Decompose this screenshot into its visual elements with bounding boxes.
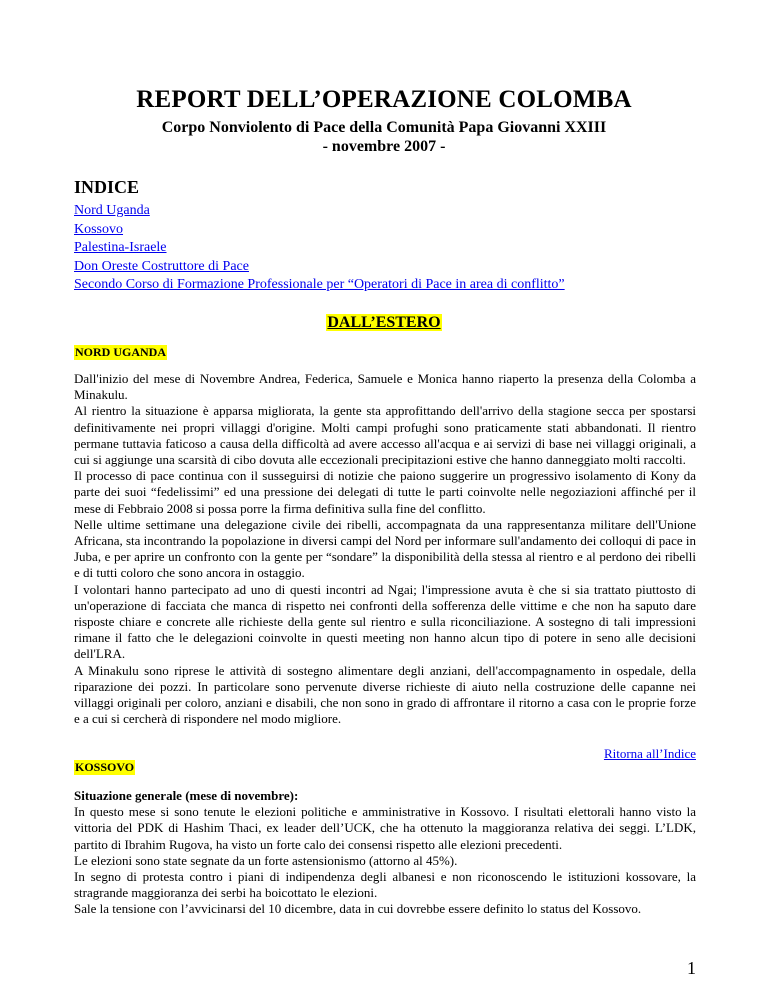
index-item — [74, 221, 565, 240]
section-banner — [0, 314, 768, 332]
document-title: REPORT DELL’OPERAZIONE COLOMBA — [136, 86, 632, 113]
index-item — [74, 202, 565, 221]
section-label-kossovo: KOSSOVO — [75, 760, 135, 774]
index-item — [74, 258, 565, 277]
kossovo-paragraph: In questo mese si sono tenute le elezioni politiche e amministrative in Kossovo. I risultati elettorali hanno visto la vittoria del PDK di Hashim Thaci, ex leader dell’UCK, che ha ottenuto la maggioranza relativa dei seggi. L’LDK, partito di Ibrahim Rugova, ha visto un forte calo dei consensi rispetto alle elezioni precedenti. — [74, 804, 696, 852]
kossovo-body — [74, 788, 696, 918]
uganda-paragraph: I volontari hanno partecipato ad uno di questi incontri ad Ngai; l'impressione avuta è che si sia trattato piuttosto di un'operazione di facciata che manca di rispetto nei confronti della sofferenza delle vittime e che non ha saputo dare risposte chiare e concrete alle richieste della gente sul rientro e sulla riconciliazione. A sostegno di tali impressioni rimane il fatto che le delegazioni coinvolte in questi meeting non hanno alcun tipo di potere in seno alle decisioni dell'LRA. — [74, 581, 696, 662]
index-item — [74, 276, 565, 295]
index-list — [74, 202, 565, 295]
index-heading: INDICE — [74, 177, 140, 197]
page-number: 1 — [687, 958, 696, 978]
index-link-corso-formazione[interactable]: Secondo Corso di Formazione Professionale per “Operatori di Pace in area di conflitto” — [74, 277, 565, 292]
index-link-palestina-israele[interactable]: Palestina-Israele — [74, 240, 167, 255]
kossovo-subheading: Situazione generale (mese di novembre): — [74, 788, 299, 803]
subtitle-date: - novembre 2007 - — [322, 138, 446, 155]
index-item — [74, 239, 565, 258]
section-label-nord-uganda: NORD UGANDA — [75, 345, 166, 359]
kossovo-paragraph: Sale la tensione con l’avvicinarsi del 10 dicembre, data in cui dovrebbe essere definito lo status del Kossovo. — [74, 901, 642, 917]
document-subtitle — [0, 118, 768, 156]
kossovo-paragraph: Le elezioni sono state segnate da un forte astensionismo (attorno al 45%). — [74, 852, 458, 868]
uganda-paragraph: Al rientro la situazione è apparsa migliorata, la gente sta approfittando dell'arrivo della stagione secca per spostarsi definitivamente nei propri villaggi d'origine. Molti campi profughi sono praticamente stati abbandonati. Il rientro permane tuttavia faticoso a causa della difficoltà ad avere accesso all'acqua e ai servizi di base nei villaggi originali, a cui si aggiunge una scarsità di cibo dovuta alle eccezionali precipitazioni estive che hanno danneggiato molti raccolti. — [74, 403, 696, 468]
index-link-kossovo[interactable]: Kossovo — [74, 221, 124, 237]
uganda-body — [74, 371, 696, 727]
kossovo-paragraph: In segno di protesta contro i piani di indipendenza degli albanesi e non riconoscendo le istituzioni kossovare, la stragrande maggioranza dei serbi ha boicottato le elezioni. — [74, 869, 696, 901]
uganda-paragraph: Il processo di pace continua con il susseguirsi di notizie che paiono suggerire un progressivo isolamento di Kony da parte dei suoi “fedelissimi” ed una pressione dei delegati di tutte le parti coinvolte nelle negoziazioni affinché per il mese di Febbraio 2008 si possa porre la firma definitiva sulla fine del conflitto. — [74, 468, 696, 516]
back-to-index — [604, 746, 696, 762]
index-link-don-oreste[interactable]: Don Oreste Costruttore di Pace — [74, 258, 249, 274]
uganda-paragraph: A Minakulu sono riprese le attività di sostegno alimentare degli anziani, dell'accompagnamento in ospedale, della riparazione dei pozzi. In particolare sono pervenute diverse richieste di aiuto nella costruzione delle capanne nei villaggi originali per coloro, anziani e disabili, che non sono in grado di affrontare il ritorno a casa con le proprie forze e a cui si cercherà di rispondere nel modo migliore. — [74, 662, 696, 727]
section-banner-label: DALL’ESTERO — [327, 314, 441, 331]
uganda-paragraph: Dall'inizio del mese di Novembre Andrea, Federica, Samuele e Monica hanno riaperto la presenza della Colomba a Minakulu. — [74, 371, 696, 403]
index-link-nord-uganda[interactable]: Nord Uganda — [74, 203, 150, 218]
uganda-paragraph: Nelle ultime settimane una delegazione civile dei ribelli, accompagnata da una rappresentanza militare dell'Unione Africana, sta incontrando la popolazione in diversi campi del Nord per informare sull'andamento dei colloqui di pace in Juba, e per aprire un confronto con la gente per “sondare” la disponibilità della stessa al rientro e al perdono dei ribelli e di tutti coloro che sono ancora in ostaggio. — [74, 516, 696, 581]
subtitle-organization: Corpo Nonviolento di Pace della Comunità Papa Giovanni XXIII — [161, 119, 607, 136]
back-to-index-link[interactable]: Ritorna all’Indice — [603, 746, 696, 761]
